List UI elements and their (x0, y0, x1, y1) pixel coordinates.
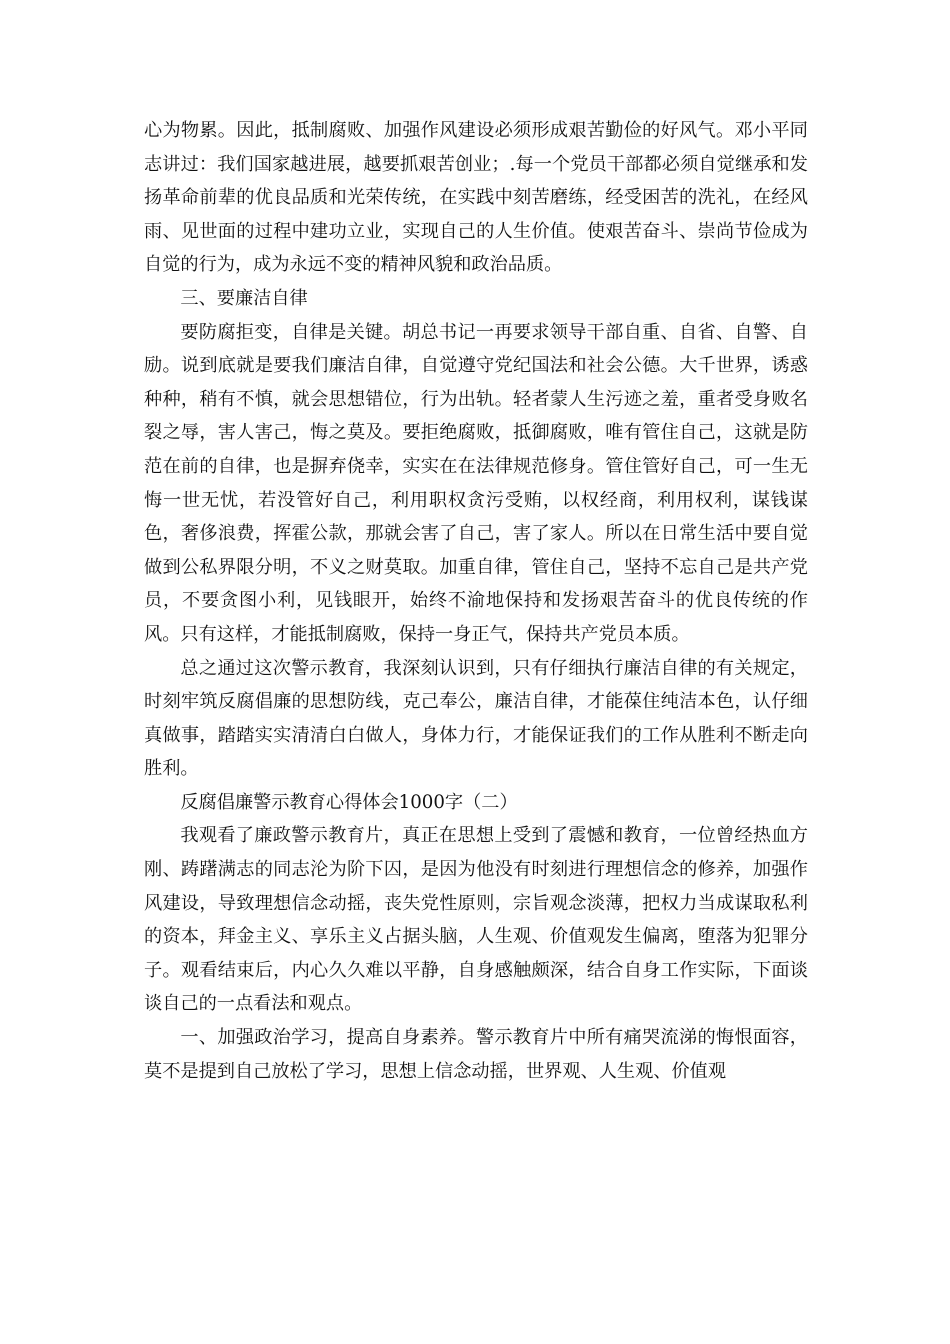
paragraph-political-study: 一、加强政治学习，提高自身素养。警示教育片中所有痛哭流涕的悔恨面容，莫不是提到自己放松了学习，思想上信念动摇，世界观、人生观、价值观 (144, 1027, 808, 1082)
section-heading-self-discipline: 三、要廉洁自律 (180, 287, 308, 309)
document-body (144, 114, 808, 1088)
paragraph-self-discipline: 要防腐拒变，自律是关键。胡总书记一再要求领导干部自重、自省、自警、自励。说到底就是要我们廉洁自律，自觉遵守党纪国法和社会公德。大千世界，诱惑种种，稍有不慎，就会思想错位，行为出轨。轻者蒙人生污迹之羞，重者受身败名裂之辱，害人害己，悔之莫及。要拒绝腐败，抵御腐败，唯有管住自己，这就是防范在前的自律，也是摒弃侥幸，实实在在法律规范修身。管住管好自己，可一生无悔一世无忧，若没管好自己，利用职权贪污受贿，以权经商，利用权利，谋钱谋色，奢侈浪费，挥霍公款，那就会害了自己，害了家人。所以在日常生活中要自觉做到公私界限分明，不义之财莫取。加重自律，管住自己，坚持不忘自己是共产党员，不要贪图小利，见钱眼开，始终不渝地保持和发扬艰苦奋斗的优良传统的作风。只有这样，才能抵制腐败，保持一身正气，保持共产党员本质。 (144, 321, 808, 645)
paragraph-conclusion: 总之通过这次警示教育，我深刻认识到，只有仔细执行廉洁自律的有关规定，时刻牢筑反腐倡廉的思想防线，克己奉公，廉洁自律，才能葆住纯洁本色，认仔细真做事，踏踏实实清清白白做人，身体力行，才能保证我们的工作从胜利不断走向胜利。 (144, 657, 808, 780)
paragraph-continuation: 心为物累。因此，抵制腐败、加强作风建设必须形成艰苦勤俭的好风气。邓小平同志讲过：我们国家越进展，越要抓艰苦创业；.每一个党员干部都必须自觉继承和发扬革命前辈的优良品质和光荣传统，在实践中刻苦磨练，经受困苦的洗礼，在经风雨、见世面的过程中建功立业，实现自己的人生价值。使艰苦奋斗、崇尚节俭成为自觉的行为，成为永远不变的精神风貌和政治品质。 (144, 120, 808, 276)
article-title-part-two: 反腐倡廉警示教育心得体会1000字（二） (180, 791, 518, 813)
paragraph-film-reflection: 我观看了廉政警示教育片，真正在思想上受到了震憾和教育，一位曾经热血方刚、踌躇满志的同志沦为阶下囚，是因为他没有时刻进行理想信念的修养，加强作风建设，导致理想信念动摇，丧失党性原则，宗旨观念淡薄，把权力当成谋取私利的资本，拜金主义、享乐主义占据头脑，人生观、价值观发生偏离，堕落为犯罪分子。观看结束后，内心久久难以平静，自身感触颇深，结合自身工作实际，下面谈谈自己的一点看法和观点。 (144, 825, 808, 1015)
